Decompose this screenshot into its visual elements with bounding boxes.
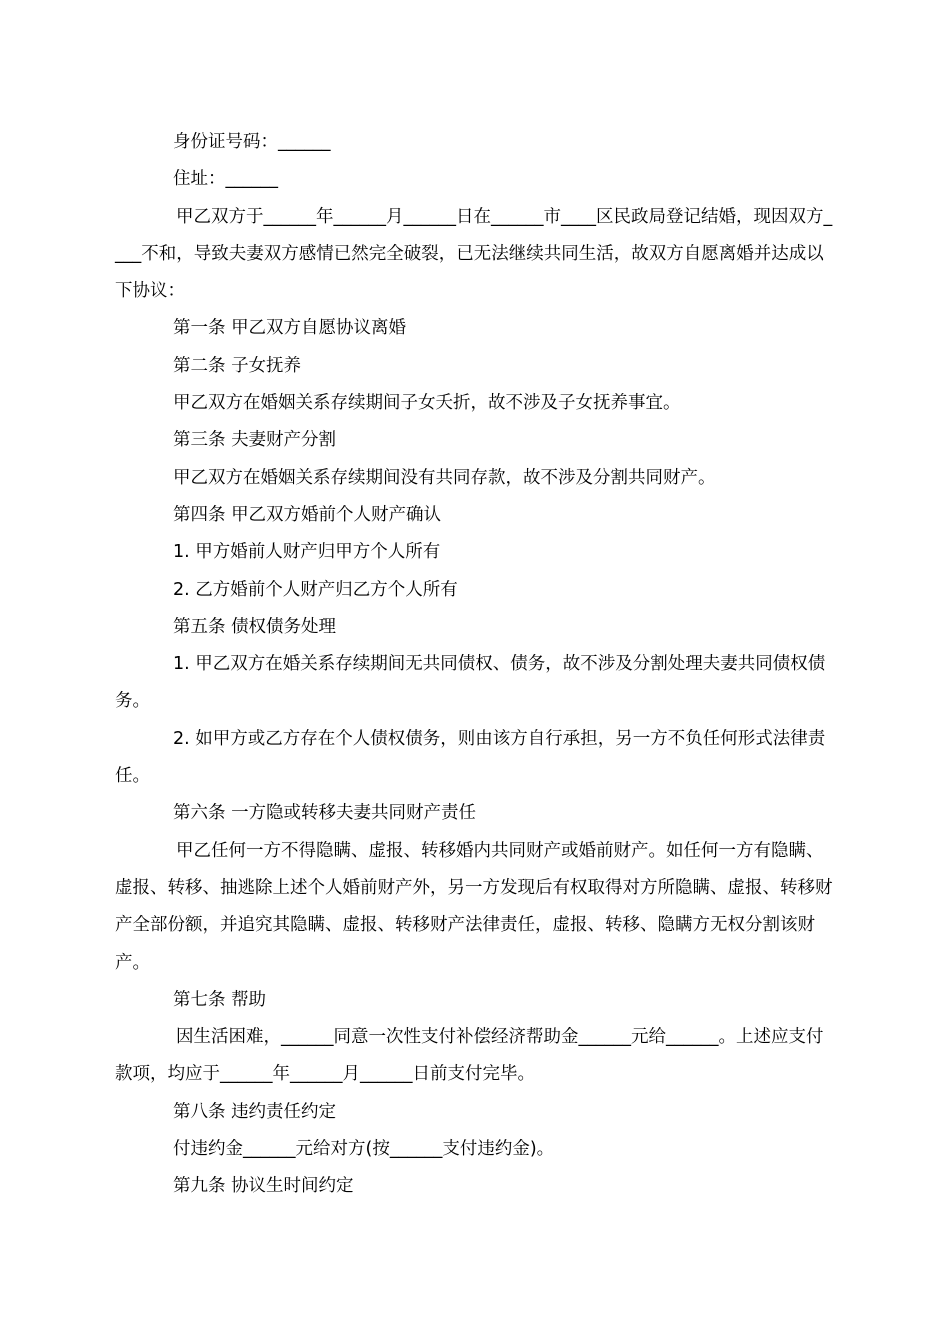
article-1-title: 第一条 甲乙双方自愿协议离婚 bbox=[173, 318, 407, 339]
article-4-item-2: 2. 乙方婚前个人财产归乙方个人所有 bbox=[173, 579, 458, 600]
article-3-title: 第三条 夫妻财产分割 bbox=[173, 430, 337, 451]
article-8-title: 第八条 违约责任约定 bbox=[173, 1101, 337, 1122]
article-2-title: 第二条 子女抚养 bbox=[173, 355, 302, 376]
article-3-body: 甲乙双方在婚姻关系存续期间没有共同存款，故不涉及分割共同财产。 bbox=[173, 467, 716, 488]
article-8-body: 付违约金______元给对方(按______支付违约金)。 bbox=[173, 1139, 555, 1160]
article-5-item-2: 2. 如甲方或乙方存在个人债权债务，则由该方自行承担，另一方不负任何形式法律责任。 bbox=[115, 728, 826, 787]
article-5-item-1: 1. 甲乙双方在婚关系存续期间无共同债权、债务，故不涉及分割处理夫妻共同债权债务。 bbox=[115, 654, 826, 712]
intro-paragraph: 甲乙双方于______年______月______日在______市____区民政局登记结婚，现因双方____不和，导致夫妻双方感情已然完全破裂，已无法继续共同生活，故双方自愿离婚并达成以下协议： bbox=[115, 206, 833, 302]
article-4-title: 第四条 甲乙双方婚前个人财产确认 bbox=[173, 504, 442, 525]
article-4-item-1: 1. 甲方婚前人财产归甲方个人所有 bbox=[173, 542, 441, 563]
article-7-title: 第七条 帮助 bbox=[173, 989, 267, 1010]
article-6-title: 第六条 一方隐或转移夫妻共同财产责任 bbox=[173, 803, 477, 824]
article-5-title: 第五条 债权债务处理 bbox=[173, 616, 337, 637]
article-7-body: 因生活困难，______同意一次性支付补偿经济帮助金______元给______。上述应支付款项，均应于______年______月______日前支付完毕。 bbox=[115, 1027, 824, 1085]
article-6-body: 甲乙任何一方不得隐瞒、虚报、转移婚内共同财产或婚前财产。如任何一方有隐瞒、虚报、转移、抽逃除上述个人婚前财产外，另一方发现后有权取得对方所隐瞒、虚报、转移财产全部份额，并追究其隐瞒、虚报、转移财产法律责任，虚报、转移、隐瞒方无权分割该财产。 bbox=[115, 840, 833, 973]
article-2-body: 甲乙双方在婚姻关系存续期间子女夭折，故不涉及子女抚养事宜。 bbox=[173, 393, 681, 414]
id-number-line: 身份证号码：______ bbox=[173, 132, 331, 152]
address-line: 住址：______ bbox=[173, 169, 278, 190]
article-9-title: 第九条 协议生时间约定 bbox=[173, 1176, 354, 1197]
document-body bbox=[115, 124, 837, 1206]
